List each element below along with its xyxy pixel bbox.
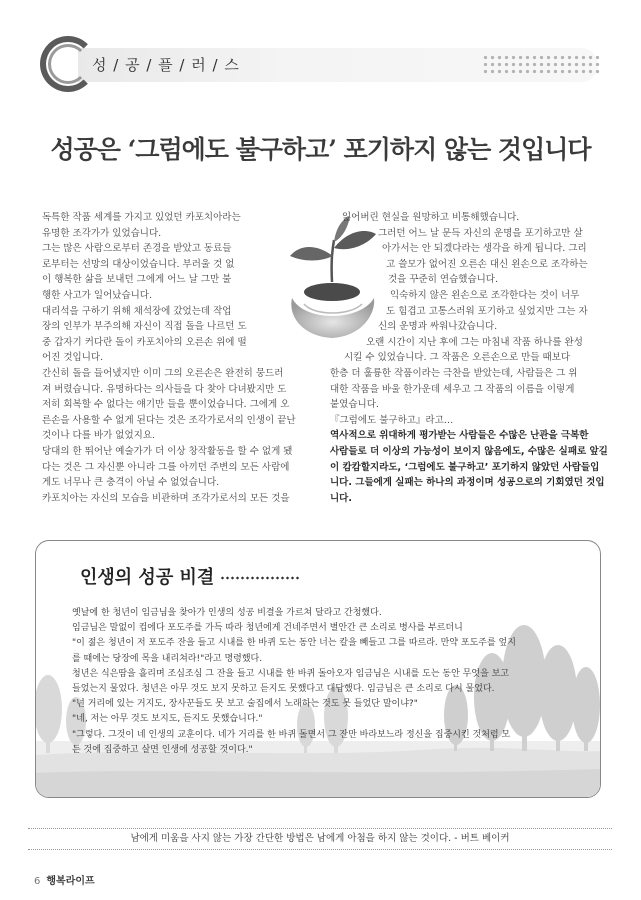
article-line: 독특한 작품 세계를 가지고 있었던 카포치아라는: [42, 212, 241, 223]
story-line: 든 것에 집중하고 살면 인생에 성공할 것이다.": [72, 744, 253, 755]
article-line: 것을 꾸준히 연습했습니다.: [388, 274, 499, 286]
story-line: 들었는지 물었다. 청년은 아무 것도 보지 못하고 듣지도 못했다고 대답했다. 임금님은 큰 소리로 다시 물었다.: [72, 684, 495, 695]
article-line: 익숙하지 않은 왼손으로 조각한다는 것이 너무: [390, 289, 580, 301]
article-line: 그는 많은 사람으로부터 존경을 받았고 동료들: [42, 243, 232, 255]
article-line: 대한 작품을 바울 한가운데 세우고 그 작품의 이름을 이렇게: [330, 383, 575, 395]
article-line: 유명한 조각가가 있었습니다.: [42, 227, 162, 239]
article-bold-line: 니다.: [330, 492, 352, 504]
article-right-column: [330, 210, 608, 506]
article-bold-line: 사람들로 더 이상의 가능성이 보이지 않음에도, 수많은 실패로 앞길: [330, 445, 608, 457]
banner-dot-pattern: [482, 54, 600, 76]
story-line: "이 젊은 청년이 저 포도주 잔을 들고 시내를 한 바퀴 도는 동안 너는 칼을 빼들고 그를 따르라. 만약 포도주를 엎지: [72, 638, 516, 649]
article-headline: 성공은 ‘그럼에도 불구하고’ 포기하지 않는 것입니다: [50, 135, 591, 164]
section-label: 성 / 공 / 플 / 러 / 스: [92, 56, 240, 74]
article-line: 붙였습니다.: [330, 399, 379, 411]
article-line: 신의 운명과 싸워나갔습니다.: [378, 321, 498, 333]
article-line: 한층 더 훌륭한 작품이라는 극찬을 받았는데, 사람들은 그 위: [330, 367, 578, 379]
magazine-name: 행복라이프: [46, 876, 95, 887]
story-title-text: 인생의 성공 비결: [80, 567, 215, 588]
article-line: 저히 회복할 수 없다는 얘기만 들을 뿐이었습니다. 그에게 오: [42, 399, 290, 411]
article-line: 대리석을 구하기 위해 채석장에 갔었는데 작업: [42, 305, 232, 317]
article-line: 어진 것입니다.: [42, 352, 104, 364]
article-line: 이 행복한 삶을 보내던 그에게 어느 날 그만 불: [42, 274, 232, 286]
article-line: 고 쓸모가 없어진 오른손 대신 왼손으로 조각하는: [386, 258, 588, 270]
story-line: 임금님은 말없이 컵에다 포도주를 가득 따라 청년에게 건네주면서 별안간 큰 소리로 병사를 부르더니: [72, 623, 463, 634]
article-line: 시킬 수 있었습니다. 그 작품은 오른손으로 만들 때보다: [344, 352, 571, 364]
article-line: 그러던 어느 날 문득 자신의 운명을 포기하고만 살: [378, 227, 583, 239]
article-line: 다는 것은 그 자신뿐 아니라 그를 아끼던 주변의 모든 사람에: [42, 461, 290, 473]
quote-line: 남에게 미움을 사지 않는 가장 간단한 방법은 남에게 아첨을 하지 않는 것이다. - 버트 베이커: [28, 828, 612, 850]
article-line: 른손을 사용할 수 없게 된다는 것은 조각가로서의 인생이 끝난: [42, 414, 296, 426]
article-line: 중 갑자기 커다란 돌이 카포치아의 오른손 위에 떨: [42, 336, 247, 348]
article-bold-line: 이 캄캄할지라도, ‘그럼에도 불구하고’ 포기하지 않았던 사람들입: [330, 461, 600, 473]
section-banner: [40, 36, 606, 92]
story-line: "네, 저는 아무 것도 보지도, 듣지도 못했습니다.": [72, 714, 263, 725]
story-box: [35, 540, 601, 798]
article-line: 도 힘겹고 고통스러워 포기하고 싶었지만 그는 자: [386, 305, 588, 317]
story-line: 옛날에 한 청년이 임금님을 찾아가 인생의 성공 비결을 가르쳐 달라고 간청했다.: [72, 608, 382, 618]
article-bold-line: 역사적으로 위대하게 평가받는 사람들은 수많은 난관을 극복한: [330, 430, 589, 442]
story-body: [72, 606, 592, 758]
article-line: 장의 인부가 부주의해 자신이 직접 돌을 나르던 도: [42, 321, 247, 333]
article-line: 간신히 돌을 들어냈지만 이미 그의 오른손은 완전히 뭉드러: [42, 367, 284, 379]
article-line: 로부터는 선망의 대상이었습니다. 부러울 것 없: [42, 258, 235, 270]
article-line: 잃어버린 현실을 원망하고 비통해했습니다.: [342, 212, 520, 223]
article-bold-line: 니다. 그들에게 실패는 하나의 과정이며 성공으로의 기회였던 것입: [330, 477, 605, 489]
article-line: 아가서는 안 되겠다라는 생각을 하게 됩니다. 그리: [382, 243, 587, 255]
article-line: 행한 사고가 일어났습니다.: [42, 289, 153, 301]
article-line: 카포치아는 자신의 모습을 비관하며 조각가로서의 모든 것을: [42, 492, 290, 504]
page-footer: [34, 872, 95, 887]
article-line: 져 버렸습니다. 유명하다는 의사들을 다 찾아 다녀봤지만 도: [42, 383, 287, 395]
article-line: 오랜 시간이 지난 후에 그는 마침내 작품 하나를 완성: [366, 336, 583, 348]
story-line: "그렇다. 그것이 네 인생의 교훈이다. 네가 거리를 한 바퀴 돌면서 그 잔만 바라보느라 정신을 집중시킨 것처럼 모: [72, 729, 511, 740]
article-line: 『그럼에도 불구하고』라고…: [330, 414, 454, 426]
article-line: 것이나 다를 바가 없었지요.: [42, 430, 156, 442]
story-line: "넌 거리에 있는 거지도, 장사꾼들도 못 보고 술집에서 노래하는 것도 못 들었단 말이냐?": [72, 699, 418, 710]
article-line: 게도 너무나 큰 충격이 아닐 수 없었습니다.: [42, 477, 220, 489]
story-line: 청년은 식은땀을 흘리며 조심조심 그 잔을 들고 시내를 한 바퀴 돌아오자 임금님은 시내를 도는 동안 무엇을 보고: [72, 668, 510, 679]
page-number: 6: [34, 876, 41, 887]
story-line: 를 때에는 당장에 목을 내리쳐라!"라고 명령했다.: [72, 653, 263, 664]
article-left-column: [42, 210, 314, 506]
banner-swoosh-inner: [48, 44, 88, 84]
article-line: 당대의 한 뛰어난 예술가가 더 이상 창작활동을 할 수 없게 됐: [42, 445, 293, 457]
